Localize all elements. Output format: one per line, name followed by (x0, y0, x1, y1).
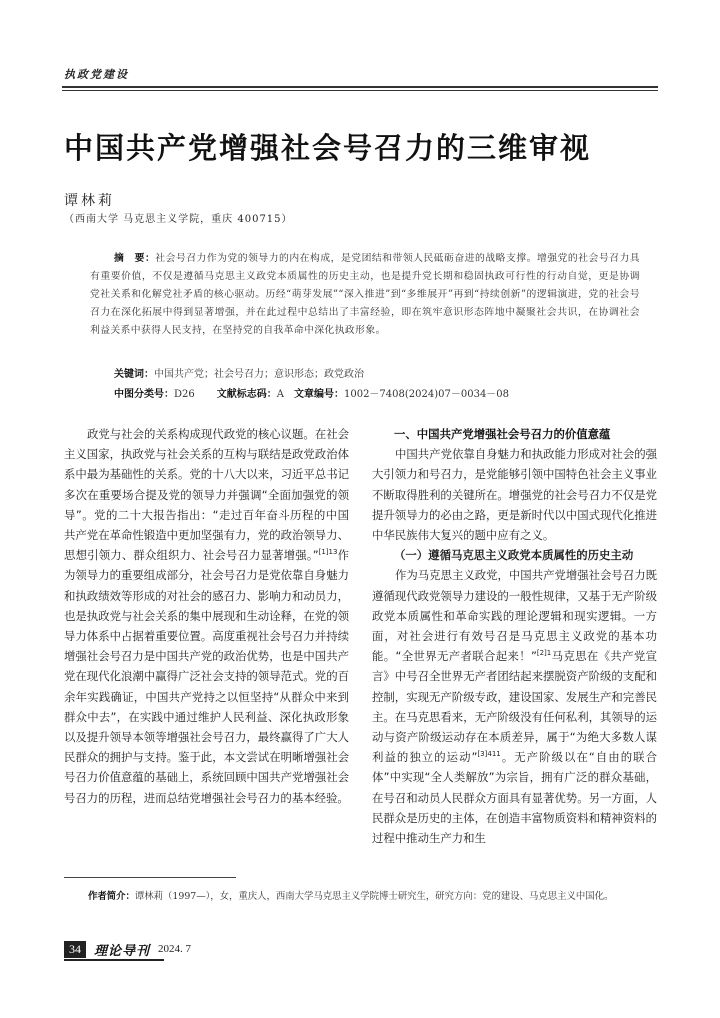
footnote-label: 作者简介： (88, 891, 135, 902)
keywords (114, 365, 364, 380)
page-footer (64, 940, 191, 958)
header-rule-secondary (62, 90, 658, 91)
citation: [2]1 (536, 649, 552, 658)
subsection-paragraph (372, 565, 657, 848)
abstract (90, 250, 640, 340)
subsection-text-a: 作为马克思主义政党，中国共产党增强社会号召力既遵循现代政党领导力建设的一般性规律，又基于无产阶级政党本质属性和革命实践的理论逻辑和现实逻辑。一方面，对社会进行有效号召是马克思主义政党的基本功能。“全世界无产者联合起来！” (372, 568, 657, 664)
page-number: 34 (64, 941, 86, 958)
header-rule (62, 86, 658, 88)
intro-text-b: 作为领导力的重要组成部分，社会号召力是党依靠自身魅力和执政绩效等形成的对社会的感召力、影响力和动员力，也是执政党与社会关系的集中展现和生动诠释，在党的领导力体系中占据着重要位置。高度重视社会号召力并持续增强社会号召力是中国共产党的政治优势，也是中国共产党在现代化浪潮中赢得广泛社会支持的领导范式。党的百余年实践确证，中国共产党持之以恒坚持“从群众中来到群众中去”，在实践中通过维护人民利益、深化执政形象以及提升领导本领等增强社会号召力，最终赢得了广大人民群众的拥护与支持。鉴于此，本文尝试在明晰增强社会号召力价值意蕴的基础上，系统回顾中国共产党增强社会号召力的历程，进而总结党增强社会号召力的基本经验。 (64, 548, 349, 805)
abstract-label: 摘 要： (114, 253, 156, 264)
section-paragraph: 中国共产党依靠自身魅力和执政能力形成对社会的强大引领力和号召力，是党能够引领中国特色社会主义事业不断取得胜利的关键所在。增强党的社会号召力不仅是党提升领导力的必由之路，更是新时代以中国式现代化推进中华民族伟大复兴的题中应有之义。 (372, 447, 657, 543)
author-name: 谭林莉 (64, 193, 115, 209)
keywords-label: 关键词： (114, 369, 154, 380)
author-footnote (64, 888, 660, 905)
subsection-text-c: 。无产阶级以在“自由的联合体”中实现“全人类解放”为宗旨，拥有广泛的群众基础，在号召和动员人民群众方面具有显著优势。另一方面，人民群众是历史的主体，在创造丰富物质资料和精神资料的过程中推动生产力和生 (372, 750, 658, 846)
article-no-label: 文章编号： (293, 389, 344, 400)
citation: [1]13 (318, 548, 338, 557)
citation: [3]411 (477, 750, 501, 759)
issue-number: 2024. 7 (158, 943, 192, 955)
footnote-text: 谭林莉（1997—），女，重庆人，西南大学马克思主义学院博士研究生，研究方向：党的建设、马克思主义中国化。 (134, 891, 614, 902)
subsection-text-b: 马克思在《共产党宣言》中号召全世界无产者团结起来摆脱资产阶级的支配和控制，实现无产阶级专政，建设国家、发展生产和完善民主。在马克思看来，无产阶级没有任何私利，其领导的运动与资产阶级运动存在本质差异，属于“为绝大多数人谋利益的独立的运动” (372, 649, 657, 765)
article-title: 中国共产党增强社会号召力的三维审视 (64, 131, 592, 165)
classification-line (114, 385, 509, 400)
clc-label: 中图分类号： (114, 389, 174, 400)
intro-paragraph (64, 424, 349, 808)
doc-code-value: A (276, 389, 284, 400)
keywords-text: 中国共产党；社会号召力；意识形态；政党政治 (154, 369, 364, 380)
doc-code-label: 文献标志码： (216, 389, 277, 400)
footnote-rule (64, 877, 236, 878)
intro-text-a: 政党与社会的关系构成现代政党的核心议题。在社会主义国家，执政党与社会关系的互构与联结是政党政治体系中最为基础性的关系。党的十八大以来，习近平总书记多次在重要场合提及党的领导力并强调“全面加强党的领导”。党的二十大报告指出：“走过百年奋斗历程的中国共产党在革命性锻造中更加坚强有力，党的政治领导力、思想引领力、群众组织力、社会号召力显著增强。” (64, 427, 349, 563)
subsection-heading: （一）遵循马克思主义政党本质属性的历史主动 (394, 548, 634, 563)
body-column-right (372, 424, 657, 848)
abstract-text: 社会号召力作为党的领导力的内在构成，是党团结和带领人民砥砺奋进的战略支撑。增强党的社会号召力具有重要价值，不仅是遵循马克思主义政党本质属性的历史主动，也是提升党长期和稳固执政可行性的行动自觉，更是协调党社关系和化解党社矛盾的核心驱动。历经“萌芽发展”“深入推进”到“多维展开”再到“持续创新”的逻辑演进，党的社会号召力在深化拓展中得到显著增强，并在此过程中总结出了丰富经验，即在筑牢意识形态阵地中凝聚社会共识，在协调社会利益关系中获得人民支持，在坚持党的自我革命中深化执政形象。 (90, 253, 640, 336)
author-affiliation: （西南大学 马克思主义学院，重庆 400715） (64, 214, 293, 225)
journal-name: 理论导刊 (94, 943, 151, 959)
section-heading: 一、中国共产党增强社会号召力的价值意蕴 (394, 427, 611, 441)
clc-value: D26 (174, 389, 195, 400)
body-column-left (64, 424, 349, 808)
column-tag: 执政党建设 (64, 68, 129, 81)
article-no-value: 1002－7408(2024)07－0034－08 (343, 389, 510, 400)
footer-rule (64, 959, 164, 961)
